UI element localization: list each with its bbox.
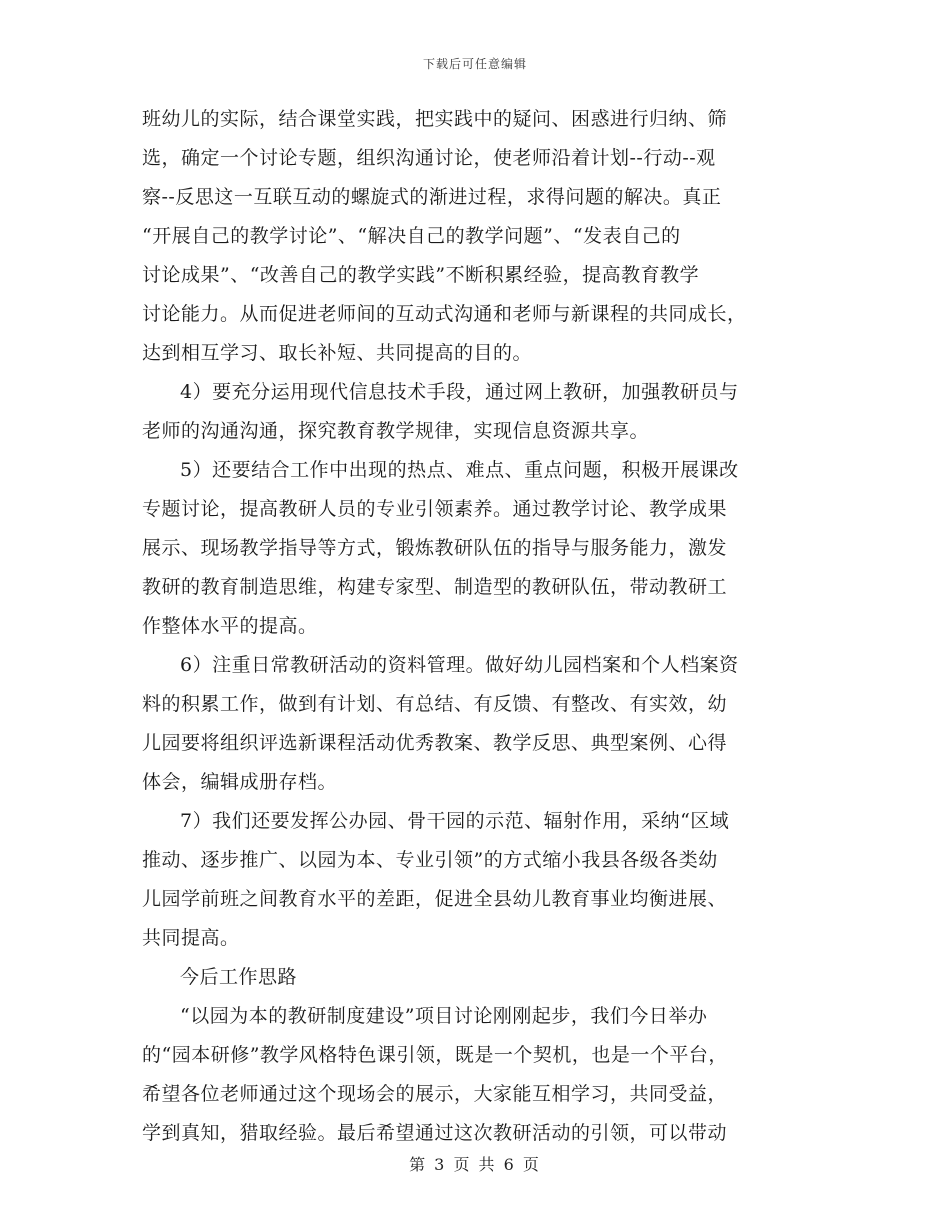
paragraph-6-start: 6）注重日常教研活动的资料管理。做好幼儿园档案和个人档案资	[180, 654, 739, 676]
paragraph-7-start: 7）我们还要发挥公办园、骨干园的示范、辐射作用，采纳“区域	[180, 810, 730, 832]
page-header: 下载后可任意编辑	[422, 57, 527, 71]
text-line: 班幼儿的实际，结合课堂实践，把实践中的疑问、困惑进行归纳、筛	[142, 108, 728, 130]
text-line: 展示、现场教学指导等方式，锻炼教研队伍的指导与服务能力，激发	[142, 537, 728, 559]
paragraph-start: “以园为本的教研制度建设”项目讨论刚刚起步，我们今日举办	[180, 1005, 708, 1027]
text-line: 儿园要将组织评选新课程活动优秀教案、教学反思、典型案例、心得	[142, 732, 728, 754]
paragraph-5-start: 5）还要结合工作中出现的热点、难点、重点问题，积极开展课改	[180, 459, 739, 481]
text-line: 专题讨论，提高教研人员的专业引领素养。通过教学讨论、教学成果	[142, 498, 728, 520]
text-line: 教研的教育制造思维，构建专家型、制造型的教研队伍，带动教研工	[142, 576, 728, 598]
section-heading: 今后工作思路	[180, 966, 298, 988]
text-line: 希望各位老师通过这个现场会的展示，大家能互相学习，共同受益，	[142, 1083, 728, 1105]
text-line: 作整体水平的提高。	[142, 615, 318, 637]
text-line: 体会，编辑成册存档。	[142, 771, 338, 793]
text-line: “开展自己的教学讨论”、“解决自己的教学问题”、“发表自己的	[142, 225, 681, 247]
paragraph-4-start: 4）要充分运用现代信息技术手段，通过网上教研，加强教研员与	[180, 381, 739, 403]
document-body	[142, 100, 810, 1153]
text-line: 讨论能力。从而促进老师间的互动式沟通和老师与新课程的共同成长，	[142, 303, 747, 325]
text-line: 老师的沟通沟通，探究教育教学规律，实现信息资源共享。	[142, 420, 650, 442]
text-line: 讨论成果”、“改善自己的教学实践”不断积累经验，提高教育教学	[142, 264, 700, 286]
text-line: 选，确定一个讨论专题，组织沟通讨论，使老师沿着计划--行动--观	[142, 147, 716, 169]
text-line: 共同提高。	[142, 927, 240, 949]
text-line: 推动、逐步推广、以园为本、专业引领”的方式缩小我县各级各类幼	[142, 849, 718, 871]
text-line: 料的积累工作，做到有计划、有总结、有反馈、有整改、有实效，幼	[142, 693, 728, 715]
text-line: 察--反思这一互联互动的螺旋式的渐进过程，求得问题的解决。真正	[142, 186, 722, 208]
text-line: 的“园本研修”教学风格特色课引领，既是一个契机，也是一个平台，	[142, 1044, 728, 1066]
page-footer: 第 3 页 共 6 页	[409, 1155, 541, 1174]
text-line: 学到真知，猎取经验。最后希望通过这次教研活动的引领，可以带动	[142, 1122, 728, 1144]
text-line: 儿园学前班之间教育水平的差距，促进全县幼儿教育事业均衡进展、	[142, 888, 728, 910]
text-line: 达到相互学习、取长补短、共同提高的目的。	[142, 342, 533, 364]
